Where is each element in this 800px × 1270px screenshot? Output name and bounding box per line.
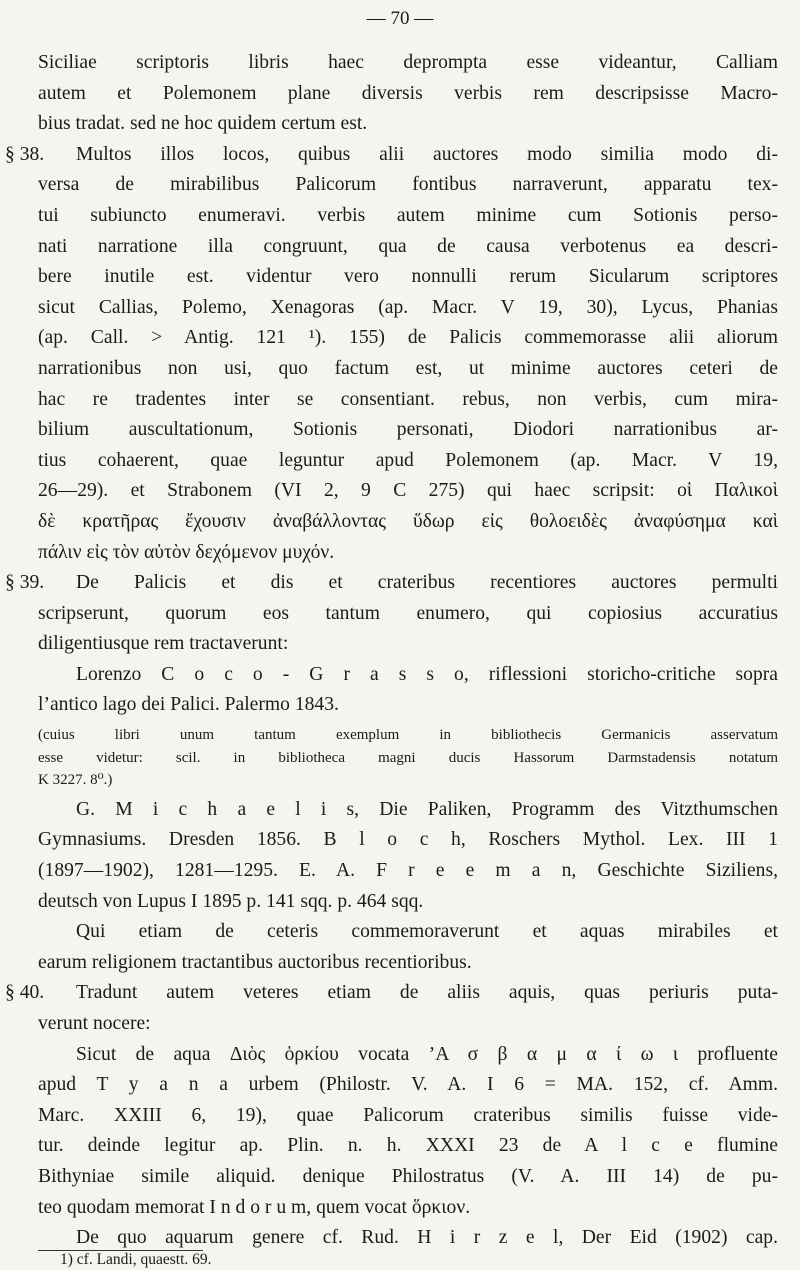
section-number-38: § 38. (5, 143, 45, 165)
text-line: tui subiuncto enumeravi. verbis autem minime cum Sotionis perso- (38, 204, 778, 226)
text-line: scripserunt, quorum eos tantum enumero, qui copiosius accuratius (38, 602, 778, 624)
small-note-line: esse videtur: scil. in bibliotheca magni ducis Hassorum Darmstadensis notatum (38, 749, 778, 766)
text-line: Qui etiam de ceteris commemoraverunt et aquas mirabiles et (76, 921, 778, 943)
text-line: Bithyniae simile aliquid. denique Philostratus (V. A. III 14) de pu- (38, 1165, 778, 1187)
text-line: Siciliae scriptoris libris haec deprompta esse videantur, Calliam (38, 52, 778, 73)
text-line: narrationibus non usi, quo factum est, ut minime auctores ceteri de (38, 357, 778, 379)
text-line: versa de mirabilibus Palicorum fontibus narraverunt, apparatu tex- (38, 174, 778, 196)
text-line: sicut Callias, Polemo, Xenagoras (ap. Macr. V 19, 30), Lycus, Phanias (38, 296, 778, 318)
text-line: teo quodam memorat I n d o r u m, quem vocat ὅρκιον. (38, 1196, 471, 1218)
section-40-first-line (5, 978, 778, 1009)
page-number: — 70 — (366, 8, 434, 29)
text-line: nati narratione illa congruunt, qua de causa verbotenus ea descri- (38, 235, 778, 257)
text-line: (1897—1902), 1281—1295. E. A. F r e e m a n, Geschichte Siziliens, (38, 860, 778, 882)
bibliography-entry: G. M i c h a e l i s, Die Paliken, Programm des Vitzthumschen (76, 798, 778, 820)
text-line: Multos illos locos, quibus alii auctores modo similia modo di- (76, 143, 778, 165)
text-line: Gymnasiums. Dresden 1856. B l o c h, Roschers Mythol. Lex. III 1 (38, 829, 778, 851)
section-number-40: § 40. (5, 982, 45, 1004)
text-line: l’antico lago dei Palici. Palermo 1843. (38, 694, 339, 716)
text-line: apud T y a n a urbem (Philostr. V. A. I 6 = MA. 152, cf. Amm. (38, 1074, 778, 1096)
body-text (5, 48, 778, 1254)
small-note-line: (cuius libri unum tantum exemplum in bibliothecis Germanicis asservatum (38, 727, 778, 744)
text-line: bere inutile est. videntur vero nonnulli rerum Sicularum scriptores (38, 266, 778, 288)
text-line: diligentiusque rem tractaverunt: (38, 633, 289, 655)
text-line: deutsch von Lupus I 1895 p. 141 sqq. p. 464 sqq. (38, 890, 424, 912)
text-line: bilium auscultationum, Sotionis personati, Diodori narrationibus ar- (38, 419, 778, 441)
section-38-first-line (5, 140, 778, 171)
section-number-39: § 39. (5, 572, 45, 594)
footnote: 1) cf. Landi, quaestt. 69. (60, 1251, 212, 1268)
text-line: Marc. XXIII 6, 19), quae Palicorum crateribus similis fuisse vide- (38, 1104, 778, 1126)
text-line: autem et Polemonem plane diversis verbis rem descripsisse Macro- (38, 82, 778, 104)
text-line: De quo aquarum genere cf. Rud. H i r z e l, Der Eid (1902) cap. (76, 1227, 778, 1249)
text-line: tur. deinde legitur ap. Plin. n. h. XXXI 23 de A l c e flumine (38, 1135, 778, 1157)
text-line: (ap. Call. > Antig. 121 ¹). 155) de Palicis commemorasse alii aliorum (38, 327, 778, 349)
greek-text-line: δὲ κρατῆρας ἔχουσιν ἀναβάλλοντας ὕδωρ εἰς θολοειδὲς ἀναφύσημα καὶ (38, 510, 778, 532)
small-note-line: K 3227. 8⁰.) (38, 772, 113, 789)
text-line: tius cohaerent, quae leguntur apud Polemonem (ap. Macr. V 19, (38, 449, 778, 471)
text-line: earum religionem tractantibus auctoribus recentioribus. (38, 951, 472, 973)
text-line: Tradunt autem veteres etiam de aliis aquis, quas periuris puta- (76, 982, 778, 1004)
greek-text-line: πάλιν εἰς τὸν αὐτὸν δεχόμενον μυχόν. (38, 541, 335, 563)
text-line: 26—29). et Strabonem (VI 2, 9 C 275) qui haec scripsit: οἱ Παλικοὶ (38, 480, 778, 502)
text-line: hac re tradentes inter se consentiant. rebus, non verbis, cum mira- (38, 388, 778, 410)
text-line: De Palicis et dis et crateribus recentiores auctores permulti (76, 572, 778, 594)
text-line: Sicut de aqua Διὸς ὁρκίου vocata ’Α σ β α μ α ί ω ι profluente (76, 1043, 778, 1065)
bibliography-entry: Lorenzo C o c o - G r a s s o, riflessioni storicho-critiche sopra (76, 663, 778, 685)
text-line: verunt nocere: (38, 1013, 151, 1034)
text-line: bius tradat. sed ne hoc quidem certum est. (38, 113, 368, 135)
section-39-first-line (5, 568, 778, 599)
